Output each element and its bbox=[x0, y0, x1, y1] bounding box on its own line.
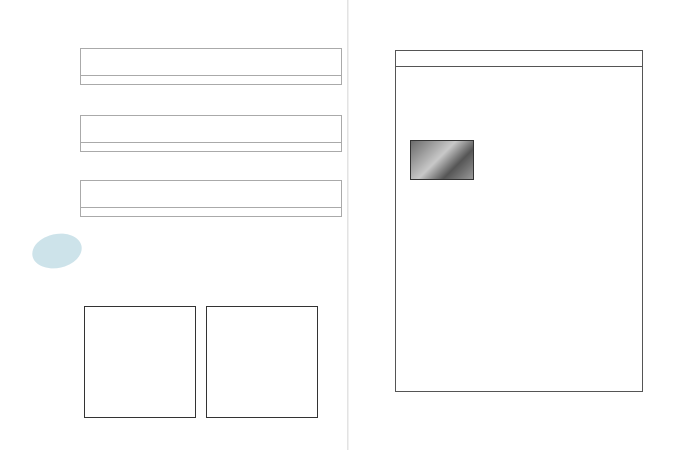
icon-strip bbox=[80, 48, 342, 75]
icon-strip bbox=[80, 115, 342, 142]
number-strip bbox=[80, 75, 342, 85]
page-spine bbox=[347, 0, 349, 450]
crossword-top-clues bbox=[395, 50, 643, 67]
number-strip bbox=[80, 207, 342, 217]
sudoku-grid-1[interactable] bbox=[84, 306, 196, 418]
left-footer bbox=[14, 433, 17, 439]
number-strip bbox=[80, 142, 342, 152]
crossword-grid[interactable] bbox=[395, 50, 643, 392]
miten-meni-badge bbox=[29, 229, 85, 273]
crossword-photo bbox=[410, 140, 474, 180]
sudoku-grid-2[interactable] bbox=[206, 306, 318, 418]
answer-strip[interactable] bbox=[80, 218, 342, 228]
answer-strip[interactable] bbox=[80, 153, 342, 163]
right-footer bbox=[648, 433, 651, 439]
answer-strip[interactable] bbox=[80, 86, 342, 96]
icon-strip bbox=[80, 180, 342, 207]
